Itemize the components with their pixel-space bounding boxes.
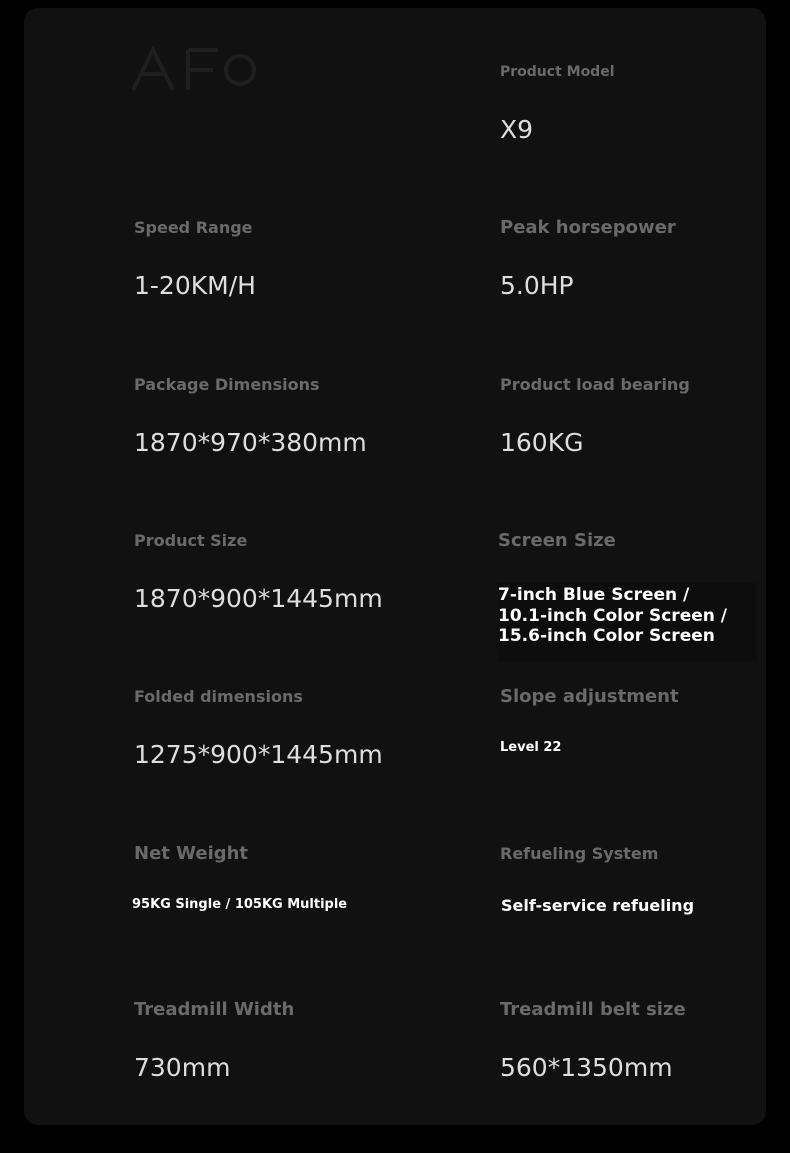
- spec-label: Slope adjustment: [500, 686, 679, 707]
- spec-label: Package Dimensions: [134, 375, 320, 394]
- spec-label: Treadmill Width: [134, 999, 295, 1020]
- spec-label: Refueling System: [500, 844, 659, 863]
- spec-label: Folded dimensions: [134, 687, 303, 706]
- spec-card: [24, 8, 766, 1125]
- spec-label: Net Weight: [134, 843, 249, 864]
- spec-value: X9: [500, 115, 534, 144]
- screen-option: 7-inch Blue Screen /: [498, 585, 690, 605]
- spec-value: Self-service refueling: [501, 896, 695, 915]
- screen-option: 15.6-inch Color Screen: [498, 626, 715, 646]
- spec-value: 1870*970*380mm: [134, 428, 367, 457]
- spec-value: 560*1350mm: [500, 1053, 673, 1082]
- spec-value: Level 22: [500, 740, 562, 755]
- spec-value: 95KG Single / 105KG Multiple: [132, 897, 348, 912]
- spec-value: 160KG: [500, 428, 584, 457]
- spec-label: Product Size: [134, 531, 248, 550]
- spec-value: 730mm: [134, 1053, 231, 1082]
- spec-label: Product Model: [500, 64, 615, 80]
- spec-value: 5.0HP: [500, 271, 574, 300]
- spec-label: Speed Range: [134, 218, 253, 237]
- spec-value: 1870*900*1445mm: [134, 584, 383, 613]
- spec-label: Peak horsepower: [500, 217, 676, 238]
- brand-logo-icon: [128, 40, 258, 100]
- spec-value: 1-20KM/H: [134, 271, 256, 300]
- spec-label: Treadmill belt size: [500, 999, 686, 1020]
- spec-value: [498, 583, 757, 661]
- spec-value: 1275*900*1445mm: [134, 740, 383, 769]
- spec-label: Product load bearing: [500, 375, 690, 394]
- screen-option: 10.1-inch Color Screen /: [498, 605, 727, 626]
- spec-label: Screen Size: [498, 530, 616, 551]
